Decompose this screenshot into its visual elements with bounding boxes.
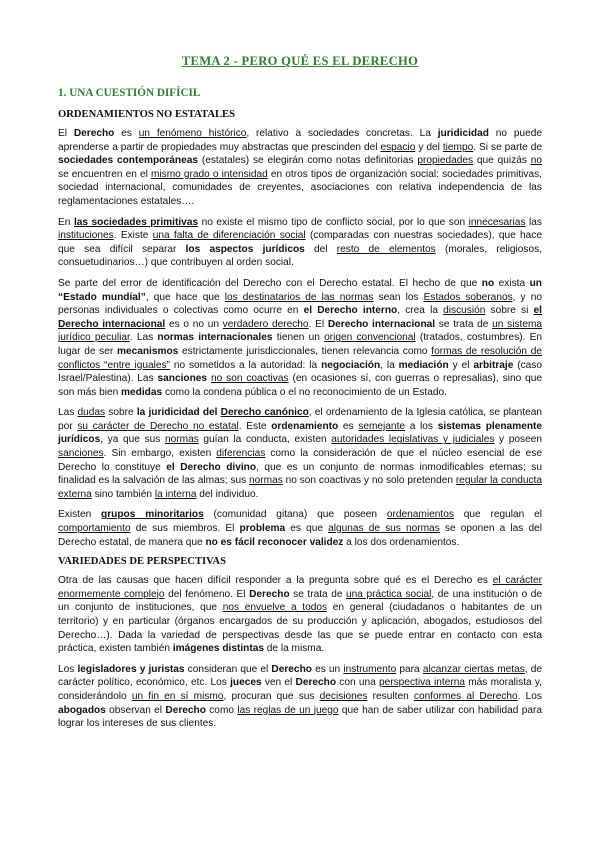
- text-run: las: [525, 216, 542, 228]
- underlined-text: discusión: [443, 305, 486, 317]
- underlined-text: una práctica social: [346, 588, 432, 600]
- text-run: de sus miembros. El: [130, 523, 240, 535]
- text-run: es o no un: [165, 318, 223, 330]
- text-run: tienen un: [272, 332, 325, 344]
- paragraph: [58, 508, 542, 549]
- text-run: y del: [415, 141, 443, 153]
- text-run: en general (ciudadanos o habitantes de un territorio) y en particular (órganos encargados de su producción y aplicación, abogados, estudiosos del Derecho…). Dada la variedad de perspectivas desde las que se puede entrar en contacto con esta práctica, existen también: [58, 602, 542, 655]
- text-run: más moralista y, considerándolo: [58, 677, 542, 702]
- text-run: , de una institución o de un conjunto de instituciones, que: [58, 588, 543, 614]
- text-run: Existen: [58, 509, 102, 521]
- underlined-text: ordenamientos: [386, 509, 454, 521]
- underlined-text: un sistema jurídico peculiar: [58, 318, 543, 344]
- paragraph: [58, 663, 542, 731]
- text-run: . Las: [129, 332, 158, 344]
- bold-underlined-text: las sociedades primitivas: [73, 216, 199, 228]
- bold-text: abogados: [58, 704, 106, 716]
- text-run: a los: [405, 420, 438, 432]
- underlined-text: mismo grado o intensidad: [150, 168, 268, 180]
- underlined-text: normas: [249, 475, 283, 487]
- text-run: sobre si: [485, 305, 534, 317]
- text-run: Otra de las causas que hacen difícil responder a la pregunta sobre qué es el Derecho es: [58, 575, 493, 587]
- text-run: , relativo a sociedades concretas. La: [246, 128, 438, 139]
- bold-text: los aspectos jurídicos: [185, 243, 305, 255]
- text-run: que han de saber utilizar con habilidad para lograr los intereses de sus clientes.: [58, 704, 542, 730]
- bold-text: Derecho: [249, 588, 290, 600]
- text-run: es que: [285, 523, 329, 535]
- paragraph: [58, 216, 542, 270]
- bold-underlined-text: grupos minoritarios: [101, 509, 204, 521]
- paragraph: [58, 277, 542, 399]
- text-run: (comparadas con nuestras sociedades), que hace que sea difícil separar: [58, 230, 542, 255]
- underlined-text: diferencias: [216, 448, 266, 460]
- text-run: y poseen: [494, 434, 542, 446]
- bold-text: mediación: [398, 359, 449, 371]
- paragraph: [58, 406, 542, 501]
- underlined-text: propiedades: [417, 155, 474, 167]
- text-run: no puede aprenderse a partir de propiedades muy abstractas que prescinden del: [58, 128, 542, 153]
- text-run: , ya que sus: [100, 434, 165, 446]
- text-run: se oponen a las del Derecho estatal, de manera que: [58, 523, 542, 548]
- text-run: , y no personas individuales o colectivas como ocurre en: [58, 291, 542, 317]
- text-run: ven el: [261, 677, 296, 689]
- bold-text: el Derecho divino: [166, 461, 257, 473]
- bold-text: Derecho: [73, 128, 115, 139]
- text-run: como la consideración de que el núcleo esencial de ese Derecho lo constituye: [58, 448, 542, 473]
- bold-text: problema: [239, 523, 286, 535]
- text-run: (estatales) se elegirán como notas definitorias: [198, 155, 418, 167]
- underlined-text: sanciones: [58, 448, 104, 460]
- underlined-text: instituciones: [58, 230, 114, 242]
- text-run: . Si se parte de: [473, 141, 542, 153]
- bold-text: Derecho internacional: [327, 318, 436, 330]
- underlined-text: no son coactivas: [210, 373, 289, 385]
- bold-text: Derecho: [295, 677, 337, 689]
- text-run: El: [58, 128, 74, 139]
- underlined-text: alcanzar ciertas metas: [422, 663, 525, 675]
- bold-text: Derecho: [271, 663, 312, 675]
- bold-underlined-text: Derecho canónico: [220, 407, 309, 419]
- bold-text: negociación: [321, 359, 381, 371]
- underlined-text: espacio: [380, 141, 416, 153]
- text-run: sobre: [105, 407, 137, 419]
- text-run: para: [396, 663, 423, 675]
- text-run: que regulan el: [453, 509, 542, 521]
- text-run: (morales, religiosos, consuetudinarios…) que contribuyen al orden social.: [58, 243, 543, 269]
- text-run: En: [58, 216, 74, 228]
- text-run: Se parte del error de identificación del Derecho con el Derecho estatal. El hecho de que: [58, 277, 482, 289]
- underlined-text: perspectiva interna: [378, 677, 465, 689]
- bold-text: ordenamiento: [271, 420, 339, 432]
- bold-text: Derecho: [165, 704, 206, 716]
- text-run: no existe el mismo tipo de conflicto social, por lo que son: [198, 216, 469, 228]
- underlined-text: instrumento: [343, 663, 397, 675]
- bold-text: sanciones: [157, 373, 208, 385]
- text-run: (en ocasiones sí, con guerras o represalias), sino que son más bien: [58, 373, 542, 398]
- text-run: como la condena pública o el no reconocimiento de un Estado.: [162, 386, 447, 398]
- text-run: y el: [448, 359, 474, 371]
- text-run: es un: [311, 663, 344, 675]
- underlined-text: el carácter enormemente complejo: [58, 575, 542, 600]
- text-run: , el ordenamiento de la Iglesia católica, se plantean por: [58, 407, 542, 432]
- text-run: Las: [58, 407, 78, 419]
- underlined-text: origen convencional: [324, 332, 416, 344]
- text-run: , crea la: [397, 305, 444, 317]
- bold-text: mecanismos: [116, 345, 179, 357]
- text-run: (tratados, costumbres). En lugar de ser: [58, 332, 543, 357]
- text-run: del fenómeno. El: [164, 588, 250, 600]
- underlined-text: tiempo: [442, 141, 474, 153]
- underlined-text: su carácter de Derecho no estatal: [77, 420, 239, 432]
- underlined-text: conformes al Derecho: [413, 690, 518, 702]
- text-run: de la misma.: [263, 643, 325, 655]
- text-run: con una: [336, 677, 379, 689]
- underlined-text: los destinatarios de las normas: [224, 291, 374, 303]
- bold-text: sistemas plenamente jurídicos: [58, 420, 543, 446]
- bold-text: arbitraje: [473, 359, 514, 371]
- underlined-text: nos envuelve a todos: [222, 602, 328, 614]
- bold-text: el Derecho interno: [303, 305, 398, 317]
- text-run: no sometidos a la autoridad: la: [169, 359, 322, 371]
- text-run: como: [205, 704, 238, 716]
- text-run: sino también: [91, 488, 155, 500]
- bold-text: jueces: [230, 677, 262, 689]
- text-run: estrictamente jurisdiccionales, tienen relevancia como: [178, 345, 432, 357]
- underlined-text: semejante: [358, 420, 406, 432]
- text-run: resulten: [367, 690, 414, 702]
- bold-text: no: [481, 277, 495, 289]
- bold-text: no es fácil reconocer validez: [205, 536, 344, 548]
- bold-underlined-text: el Derecho internacional: [58, 305, 542, 330]
- text-run: exista: [494, 277, 530, 289]
- underlined-text: la interna: [154, 488, 197, 500]
- underlined-text: no: [530, 155, 542, 167]
- text-run: . Los: [517, 690, 542, 702]
- text-run: es: [114, 128, 139, 139]
- text-run: , la: [380, 359, 399, 371]
- text-run: no son coactivas y no solo pretenden: [282, 475, 456, 487]
- text-run: sean los: [373, 291, 424, 303]
- text-run: (comunidad gitana) que poseen: [203, 509, 387, 521]
- text-run: del: [304, 243, 337, 255]
- underlined-text: un fin en sí mismo: [131, 690, 224, 702]
- paragraph: [58, 574, 542, 656]
- underlined-text: dudas: [77, 407, 106, 419]
- bold-text: legisladores y juristas: [77, 663, 185, 675]
- bold-text: la juridicidad del: [136, 407, 221, 419]
- text-run: del individuo.: [196, 488, 259, 500]
- text-run: se encuentren en el: [58, 168, 151, 180]
- text-run: , que es un conjunto de normas inmodificables eternas; su finalidad es la salvación de las almas; sus: [58, 461, 542, 487]
- underlined-text: formas de resolución de conflictos “entre iguales”: [58, 345, 542, 371]
- subheading-perspectivas: VARIEDADES DE PERSPECTIVAS: [58, 556, 226, 568]
- text-run: se trata de: [289, 588, 347, 600]
- underlined-text: decisiones: [319, 690, 368, 702]
- underlined-text: innecesarias: [468, 216, 526, 228]
- bold-text: juridicidad: [437, 128, 489, 139]
- text-run: se trata de: [435, 318, 493, 330]
- text-run: Los: [58, 663, 78, 675]
- text-run: . Este: [238, 420, 272, 432]
- underlined-text: resto de elementos: [336, 243, 436, 255]
- text-run: (caso Israel/Palestina). Las: [58, 359, 543, 385]
- underlined-text: comportamiento: [58, 523, 131, 535]
- underlined-text: verdadero derecho: [222, 318, 309, 330]
- underlined-text: autoridades legislativas y judiciales: [331, 434, 495, 446]
- underlined-text: normas: [165, 434, 199, 446]
- text-run: . Existe: [113, 230, 153, 242]
- underlined-text: regular la conducta externa: [58, 475, 542, 500]
- underlined-text: Estados soberanos: [423, 291, 513, 303]
- text-run: observan el: [105, 704, 166, 716]
- underlined-text: una falta de diferenciación social: [152, 230, 306, 242]
- text-run: , que hace que: [145, 291, 225, 303]
- bold-text: sociedades contemporáneas: [58, 155, 199, 167]
- text-run: que quizás: [473, 155, 531, 167]
- text-run: en otros tipos de organización social: sociedades primitivas, sociedad internacional, comunidades de creyentes, asociaciones con relativa independencia de las reglamentaciones estatales….: [58, 168, 542, 207]
- section-heading: 1. UNA CUESTIÓN DIFÍCIL: [58, 87, 201, 99]
- text-run: , procuran que sus: [223, 690, 320, 702]
- text-run: . El: [308, 318, 328, 330]
- text-run: guían la conducta, existen: [198, 434, 332, 446]
- text-run: es: [338, 420, 359, 432]
- text-run: , de carácter político, económico, etc. Los: [58, 663, 543, 689]
- underlined-text: las reglas de un juego: [237, 704, 339, 716]
- subheading-ordenamientos: ORDENAMIENTOS NO ESTATALES: [58, 109, 235, 120]
- underlined-text: un fenómeno histórico: [138, 128, 247, 139]
- underlined-text: algunas de sus normas: [328, 523, 440, 535]
- page-title: TEMA 2 - PERO QUÉ ES EL DERECHO: [181, 54, 419, 68]
- bold-text: un “Estado mundial”: [58, 277, 542, 303]
- bold-text: imágenes distintas: [172, 643, 264, 655]
- text-run: consideran que el: [184, 663, 272, 675]
- text-run: a los dos ordenamientos.: [343, 536, 460, 548]
- text-run: . Sin embargo, existen: [103, 448, 217, 460]
- bold-text: medidas: [121, 386, 163, 398]
- paragraph: [58, 127, 542, 209]
- bold-text: normas internacionales: [157, 332, 273, 344]
